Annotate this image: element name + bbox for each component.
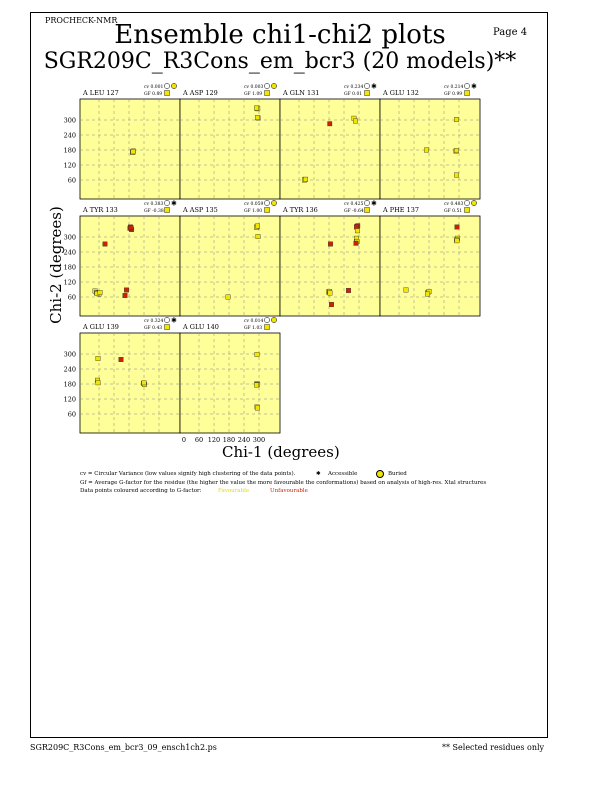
- data-point: [254, 383, 258, 387]
- residue-label: A TYR 133: [83, 206, 118, 214]
- cv-dial-icon: [364, 83, 369, 88]
- cv-label: cv 0.014: [244, 319, 264, 324]
- legend-favourable: Favourable: [218, 488, 250, 494]
- data-point: [142, 381, 146, 385]
- data-point: [255, 224, 259, 228]
- x-tick-label: 60: [194, 436, 204, 444]
- cv-label: cv 0.425: [344, 202, 364, 207]
- panel-background: [380, 99, 480, 199]
- y-tick-label: 60: [67, 293, 76, 302]
- gf-label: GF 0.43: [144, 326, 163, 331]
- y-tick-label: 120: [63, 161, 76, 170]
- data-point: [455, 239, 459, 243]
- data-point: [424, 148, 428, 152]
- data-point: [119, 357, 123, 361]
- chi-panel: [280, 200, 380, 317]
- buried-icon: [271, 317, 276, 322]
- data-point: [131, 150, 135, 154]
- data-point: [124, 288, 128, 292]
- gf-label: GF 0.89: [144, 92, 163, 97]
- panel-background: [180, 99, 280, 199]
- gf-box-icon: [465, 208, 470, 213]
- y-tick-label: 180: [63, 263, 76, 272]
- chi-panel: [380, 83, 480, 200]
- gf-box-icon: [265, 325, 270, 330]
- data-point: [98, 290, 102, 294]
- gf-box-icon: [265, 91, 270, 96]
- cv-label: cv 0.059: [244, 202, 264, 207]
- panel-background: [180, 333, 280, 433]
- y-tick-label: 60: [67, 176, 76, 185]
- gf-label: GF -0.38: [144, 209, 164, 214]
- data-point: [455, 225, 459, 229]
- page-title: Ensemble chi1-chi2 plots: [114, 20, 446, 50]
- accessible-icon: ✱: [316, 471, 321, 477]
- data-point: [454, 148, 458, 152]
- data-point: [329, 302, 333, 306]
- chi-panel: [80, 200, 180, 317]
- legend-cv-text: cv = Circular Variance (low values signify high clustering of the data points).: [80, 471, 296, 477]
- data-point: [103, 242, 107, 246]
- y-tick-label: 60: [67, 410, 76, 419]
- x-tick-label: 0: [181, 436, 187, 444]
- residue-label: A PHE 137: [383, 206, 420, 214]
- cv-label: cv 0.234: [344, 85, 364, 90]
- chi-panel: [80, 83, 180, 199]
- buried-icon: [376, 470, 384, 480]
- accessible-icon: ✱: [371, 199, 377, 208]
- cv-dial-icon: [264, 317, 269, 322]
- gf-label: GF 1.03: [244, 326, 263, 331]
- cv-dial-icon: [164, 200, 169, 205]
- chi-panel: [380, 200, 480, 316]
- gf-box-icon: [265, 208, 270, 213]
- legend-colour-text: Data points coloured according to G-factor:: [80, 488, 202, 494]
- y-tick-label: 300: [63, 350, 76, 359]
- buried-icon: [171, 83, 176, 88]
- y-tick-label: 180: [63, 380, 76, 389]
- y-tick-label: 300: [63, 116, 76, 125]
- residue-label: A GLU 139: [83, 323, 119, 331]
- data-point: [328, 122, 332, 126]
- residue-label: A ASP 129: [183, 89, 218, 97]
- gf-label: GF 0.51: [444, 209, 463, 214]
- gf-label: GF 0.99: [444, 92, 463, 97]
- gf-box-icon: [365, 208, 370, 213]
- footer-note: ** Selected residues only: [442, 743, 545, 752]
- x-tick-label: 180: [222, 436, 236, 444]
- data-point: [96, 356, 100, 360]
- data-point: [328, 291, 332, 295]
- cv-dial-icon: [464, 200, 469, 205]
- chi-panel: [180, 200, 280, 316]
- data-point: [346, 288, 350, 292]
- y-tick-label: 240: [63, 131, 76, 140]
- buried-icon: [271, 200, 276, 205]
- y-tick-label: 180: [63, 146, 76, 155]
- accessible-icon: ✱: [471, 82, 477, 91]
- panel-background: [380, 216, 480, 316]
- cv-dial-icon: [164, 83, 169, 88]
- y-tick-label: 240: [63, 248, 76, 257]
- data-point: [255, 352, 259, 356]
- data-point: [226, 295, 230, 299]
- data-point: [353, 119, 357, 123]
- buried-icon: [471, 200, 476, 205]
- legend-unfavourable: Unfavourable: [270, 488, 308, 494]
- data-point: [303, 177, 307, 181]
- x-axis-label: Chi-1 (degrees): [222, 443, 340, 461]
- gf-label: GF 0.01: [344, 92, 363, 97]
- gf-box-icon: [165, 325, 170, 330]
- panel-background: [80, 99, 180, 199]
- x-tick-label: 120: [207, 436, 221, 444]
- legend-buried: Buried: [388, 471, 407, 477]
- data-point: [404, 288, 408, 292]
- chi-panel: [80, 317, 180, 434]
- legend-gf-text: Gf = Average G-factor for the residue (the higher the value the more favourable the conformations) based on analysis of high-res. Xtal structures: [80, 480, 487, 486]
- residue-label: A TYR 136: [283, 206, 318, 214]
- accessible-icon: ✱: [371, 82, 377, 91]
- page-number: Page 4: [493, 27, 528, 38]
- residue-label: A GLU 140: [183, 323, 219, 331]
- data-point: [96, 381, 100, 385]
- y-tick-label: 120: [63, 395, 76, 404]
- chi-panel: [280, 83, 380, 200]
- cv-label: cv 0.001: [144, 85, 164, 90]
- y-tick-label: 300: [63, 233, 76, 242]
- data-point: [355, 229, 359, 233]
- data-point: [454, 173, 458, 177]
- accessible-icon: ✱: [171, 316, 177, 325]
- data-point: [425, 292, 429, 296]
- panel-background: [80, 333, 180, 433]
- gf-label: GF 1.09: [244, 92, 263, 97]
- cv-label: cv 0.483: [444, 202, 464, 207]
- data-point: [255, 406, 259, 410]
- data-point: [354, 241, 358, 245]
- cv-label: cv 0.383: [144, 202, 164, 207]
- gf-label: GF -0.64: [344, 209, 364, 214]
- data-point: [256, 234, 260, 238]
- cv-dial-icon: [164, 317, 169, 322]
- buried-icon: [271, 83, 276, 88]
- cv-dial-icon: [264, 200, 269, 205]
- gf-box-icon: [165, 91, 170, 96]
- cv-label: cv 0.324: [144, 319, 164, 324]
- data-point: [123, 293, 127, 297]
- page-subtitle: SGR209C_R3Cons_em_bcr3 (20 models)**: [43, 49, 517, 74]
- cv-dial-icon: [364, 200, 369, 205]
- cv-dial-icon: [264, 83, 269, 88]
- chi-panel: [180, 317, 280, 433]
- cv-label: cv 0.003: [244, 85, 264, 90]
- gf-box-icon: [465, 91, 470, 96]
- y-tick-label: 120: [63, 278, 76, 287]
- footer-filename: SGR209C_R3Cons_em_bcr3_09_ensch1ch2.ps: [30, 743, 217, 752]
- gf-label: GF 1.00: [244, 209, 263, 214]
- data-point: [129, 225, 133, 229]
- panel-background: [280, 99, 380, 199]
- gf-box-icon: [365, 91, 370, 96]
- chi-panel: [180, 83, 280, 199]
- program-name: PROCHECK-NMR: [45, 16, 118, 25]
- residue-label: A LEU 127: [83, 89, 119, 97]
- cv-dial-icon: [464, 83, 469, 88]
- legend-accessible: Accessible: [328, 471, 358, 477]
- x-tick-label: 300: [252, 436, 266, 444]
- accessible-icon: ✱: [171, 199, 177, 208]
- y-tick-label: 240: [63, 365, 76, 374]
- panel-background: [180, 216, 280, 316]
- data-point: [328, 242, 332, 246]
- data-point: [255, 115, 259, 119]
- residue-label: A ASP 135: [183, 206, 218, 214]
- data-point: [254, 106, 258, 110]
- residue-label: A GLU 132: [383, 89, 419, 97]
- panel-background: [280, 216, 380, 316]
- gf-box-icon: [165, 208, 170, 213]
- y-axis-label: Chi-2 (degrees): [47, 206, 65, 324]
- residue-label: A GLN 131: [283, 89, 320, 97]
- x-tick-label: 240: [237, 436, 251, 444]
- cv-label: cv 0.214: [444, 85, 464, 90]
- data-point: [454, 117, 458, 121]
